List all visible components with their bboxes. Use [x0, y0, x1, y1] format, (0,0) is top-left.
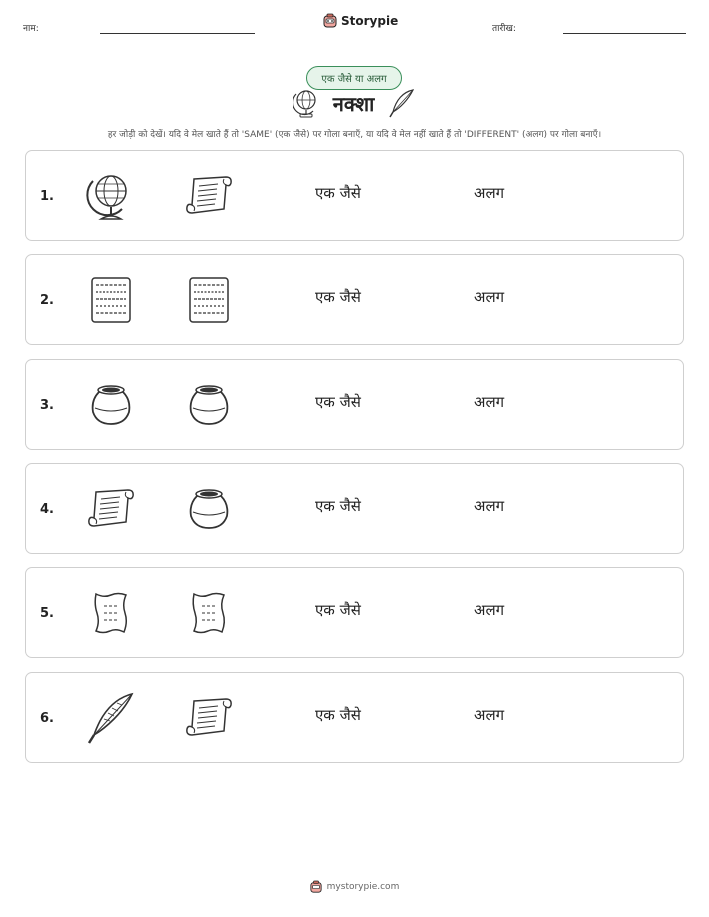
question-row — [25, 359, 684, 450]
different-option[interactable]: अलग — [474, 184, 505, 202]
question-row — [25, 254, 684, 345]
same-option[interactable]: एक जैसे — [315, 496, 361, 515]
title-row — [0, 88, 709, 118]
instructions: हर जोड़ी को देखें। यदि वे मेल खाते हैं तो 'SAME' (एक जैसे) पर गोला बनाएँ, या यदि वे मेल नहीं खाते हैं तो 'DIFFERENT' (अलग) पर गोला बनाएँ। — [107, 130, 602, 140]
scroll-icon — [182, 169, 236, 223]
globe-icon — [293, 88, 319, 118]
same-option[interactable]: एक जैसे — [315, 705, 361, 724]
question-number: 3. — [40, 397, 54, 413]
parchment-icon — [84, 586, 138, 640]
quill-icon — [388, 88, 416, 118]
question-number: 6. — [40, 710, 54, 726]
question-row — [25, 567, 684, 658]
brand-logo — [323, 13, 398, 29]
name-label: नाम: — [23, 24, 39, 34]
parchment-icon — [182, 586, 236, 640]
same-option[interactable]: एक जैसे — [315, 601, 361, 620]
page-title: नक्शा — [332, 91, 375, 116]
question-number: 2. — [40, 293, 54, 309]
pot-icon — [182, 482, 236, 536]
tablet-icon — [182, 273, 236, 327]
brand-name: Storypie — [341, 14, 399, 28]
question-number: 4. — [40, 501, 54, 517]
question-row — [25, 672, 684, 763]
storypie-mascot-icon — [323, 13, 337, 29]
question-row — [25, 463, 684, 554]
date-field-line[interactable] — [563, 33, 686, 34]
scroll-icon — [84, 482, 138, 536]
different-option[interactable]: अलग — [474, 601, 505, 620]
same-option[interactable]: एक जैसे — [315, 392, 361, 411]
date-label: तारीख: — [492, 24, 516, 34]
pot-icon — [182, 378, 236, 432]
worksheet-type-badge: एक जैसे या अलग — [306, 66, 402, 90]
name-field-line[interactable] — [100, 33, 255, 34]
quill-icon — [84, 691, 138, 745]
same-option[interactable]: एक जैसे — [315, 288, 361, 307]
different-option[interactable]: अलग — [474, 496, 505, 515]
same-option[interactable]: एक जैसे — [315, 184, 361, 202]
question-number: 1. — [40, 189, 54, 204]
pot-icon — [84, 378, 138, 432]
footer-url[interactable]: mystorypie.com — [326, 882, 400, 892]
different-option[interactable]: अलग — [474, 288, 505, 307]
tablet-icon — [84, 273, 138, 327]
different-option[interactable]: अलग — [474, 705, 505, 724]
globe-icon — [84, 169, 138, 223]
footer — [0, 880, 709, 894]
question-number: 5. — [40, 606, 54, 622]
question-row — [25, 150, 684, 241]
storypie-mascot-icon — [310, 880, 322, 894]
scroll-icon — [182, 691, 236, 745]
different-option[interactable]: अलग — [474, 392, 505, 411]
